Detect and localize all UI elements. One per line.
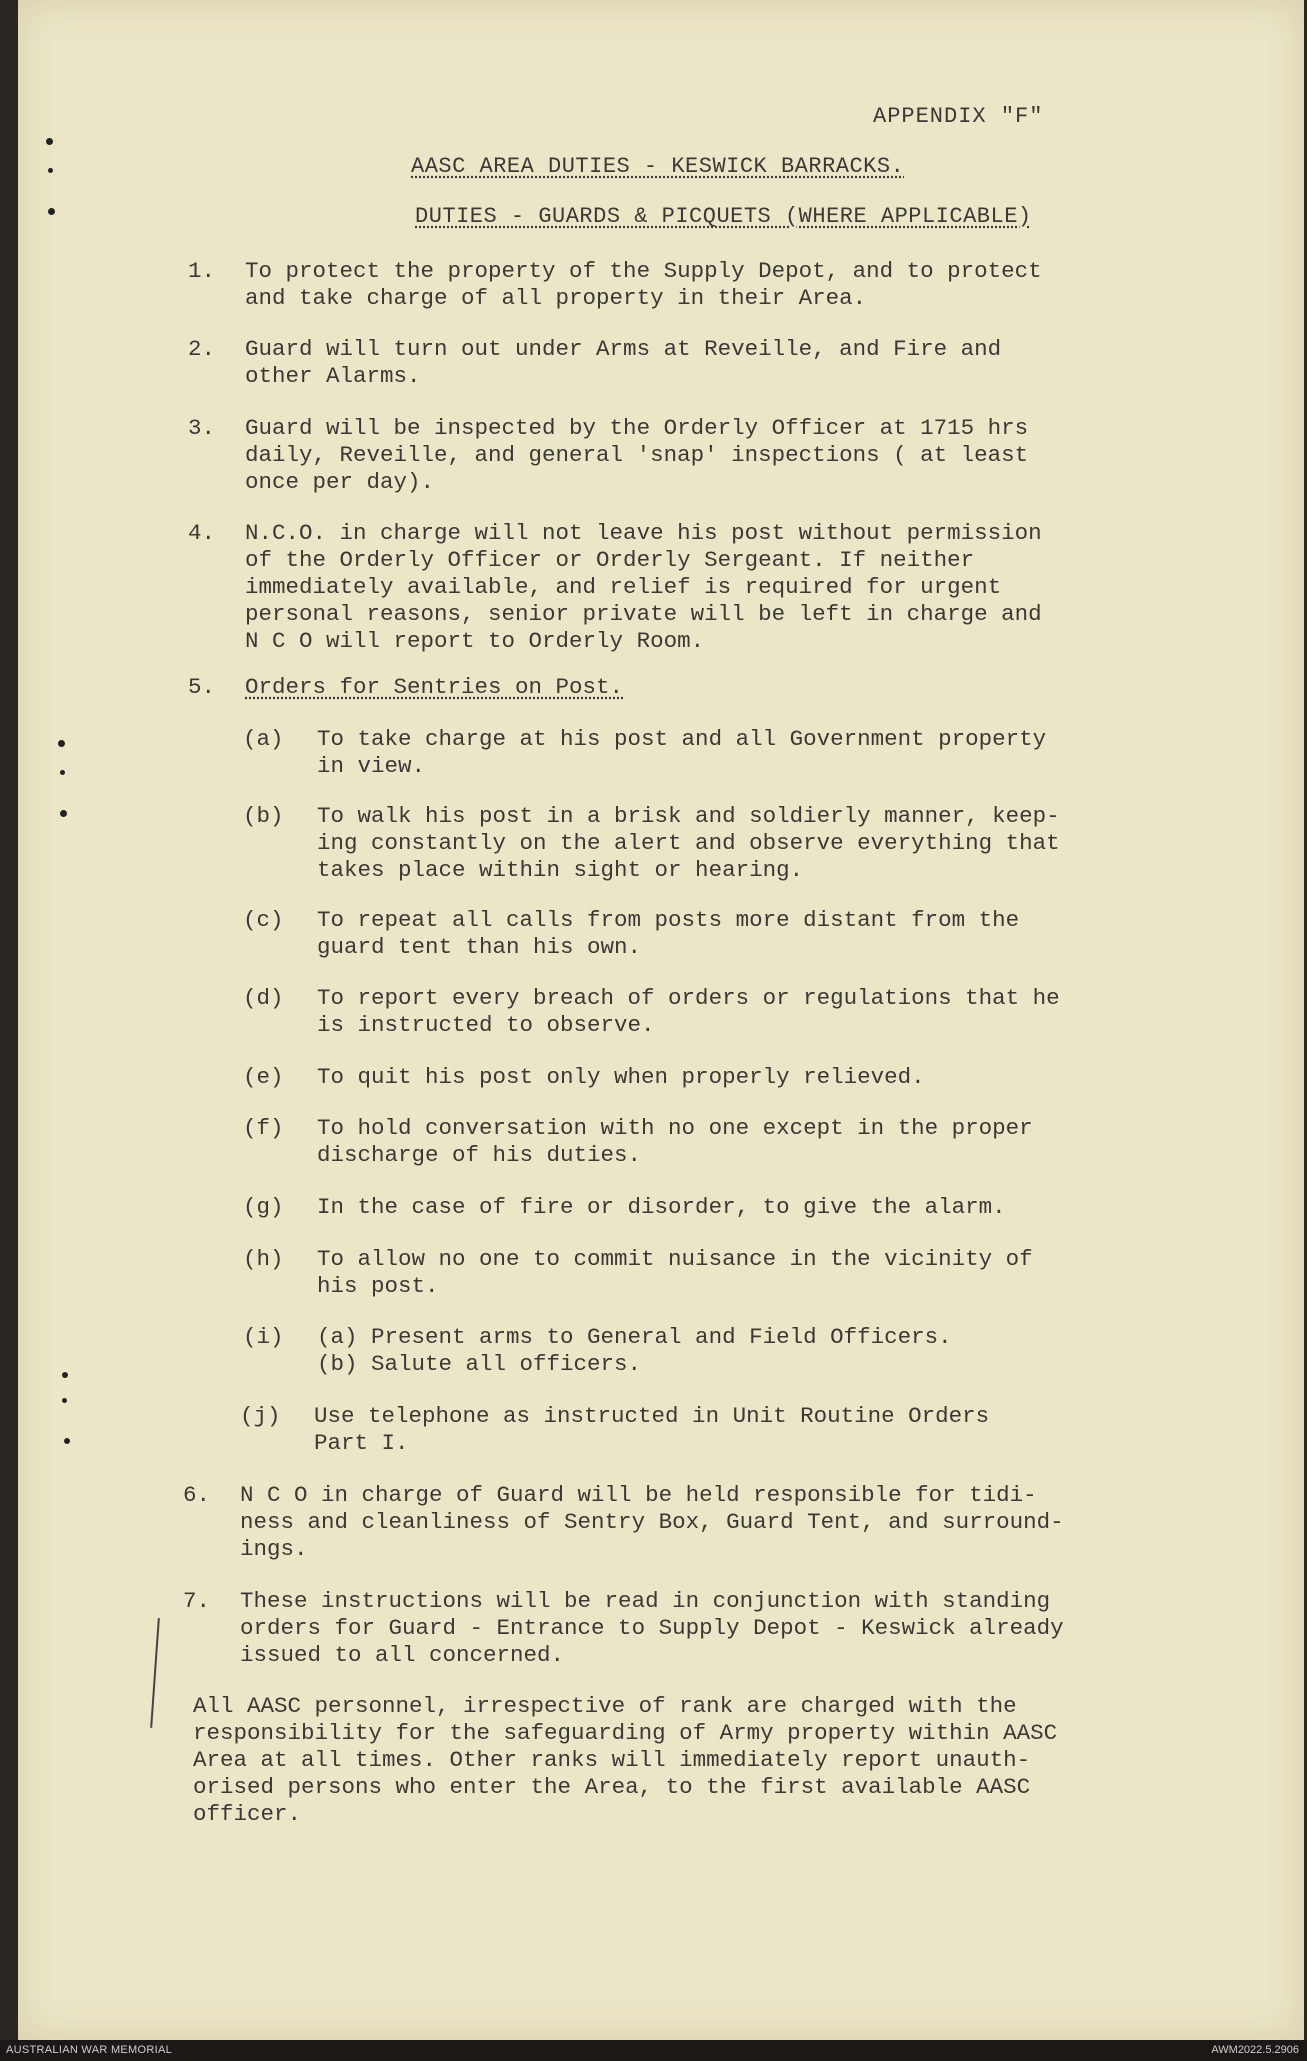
sentry-order-text: In the case of fire or disorder, to give the alarm.	[317, 1194, 1006, 1220]
footer-accession-number: AWM2022.5.2906	[1211, 2044, 1299, 2056]
sentry-order-text: To take charge at his post and all Government property in view.	[317, 726, 1047, 779]
sentry-order-text: To hold conversation with no one except in the proper discharge of his duties.	[317, 1115, 1033, 1168]
document-title: AASC AREA DUTIES - KESWICK BARRACKS.	[411, 154, 905, 179]
sentry-order-label: (i)	[243, 1324, 284, 1350]
paragraph-text: To protect the property of the Supply Depot, and to protect and take charge of all property in their Area.	[245, 258, 1042, 311]
sentry-order-label: (g)	[243, 1194, 284, 1220]
binding-hole-mark	[62, 1398, 67, 1403]
appendix-label: APPENDIX "F"	[873, 104, 1044, 129]
paragraph-text: N C O in charge of Guard will be held responsible for tidi- ness and cleanliness of Sentry Box, Guard Tent, and surround- ings.	[240, 1482, 1064, 1562]
binding-hole-mark	[48, 168, 53, 173]
document-subtitle: DUTIES - GUARDS & PICQUETS (WHERE APPLICABLE)	[415, 204, 1032, 229]
sentry-order-label: (f)	[243, 1115, 284, 1141]
paragraph-number: 6.	[183, 1482, 211, 1508]
paragraph-number: 7.	[183, 1588, 211, 1614]
binding-hole-mark	[60, 770, 65, 775]
sentry-order-label: (j)	[240, 1403, 281, 1429]
sentry-order-text: Use telephone as instructed in Unit Routine Orders Part I.	[314, 1403, 990, 1456]
margin-pencil-mark	[150, 1618, 160, 1728]
binding-hole-mark	[64, 1438, 70, 1444]
sentry-orders-heading: Orders for Sentries on Post.	[245, 674, 624, 700]
paragraph-text: N.C.O. in charge will not leave his post without permission of the Orderly Officer or Orderly Sergeant. If neither immediately available, and relief is required for urgent personal reasons, senior private will be left in charge and N C O will report to Orderly Room.	[245, 520, 1042, 654]
closing-note-text: All AASC personnel, irrespective of rank are charged with the responsibility for the safeguarding of Army property within AASC Area at all times. Other ranks will immediately report unauth- orised persons who enter the Area, to the first available AASC officer.	[193, 1693, 1058, 1827]
paragraph-number: 1.	[188, 258, 216, 284]
paragraph-text: These instructions will be read in conjunction with standing orders for Guard - Entrance to Supply Depot - Keswick already issued to all concerned.	[240, 1588, 1064, 1668]
sentry-order-text: To allow no one to commit nuisance in the vicinity of his post.	[317, 1246, 1033, 1299]
sentry-order-text: To repeat all calls from posts more distant from the guard tent than his own.	[317, 907, 1020, 960]
sentry-order-label: (e)	[243, 1064, 284, 1090]
sentry-order-label: (c)	[243, 907, 284, 933]
sentry-order-label: (b)	[243, 803, 284, 829]
paragraph-text: Guard will turn out under Arms at Reveille, and Fire and other Alarms.	[245, 336, 1002, 389]
binding-hole-mark	[58, 740, 65, 747]
archive-footer	[0, 2040, 1307, 2061]
binding-hole-mark	[60, 810, 67, 817]
paragraph-number: 4.	[188, 520, 216, 546]
sentry-order-text: To walk his post in a brisk and soldierly manner, keep- ing constantly on the alert and observe everything that takes place within sight or hearing.	[317, 803, 1060, 883]
binding-hole-mark	[62, 1372, 68, 1378]
sentry-order-text: To quit his post only when properly relieved.	[317, 1064, 925, 1090]
paragraph-number: 2.	[188, 336, 216, 362]
sentry-order-label: (d)	[243, 985, 284, 1011]
document-page	[18, 0, 1304, 2040]
sentry-order-label: (h)	[243, 1246, 284, 1272]
paragraph-text: Guard will be inspected by the Orderly Officer at 1715 hrs daily, Reveille, and general 'snap' inspections ( at least once per day).	[245, 415, 1029, 495]
sentry-order-text: To report every breach of orders or regulations that he is instructed to observe.	[317, 985, 1060, 1038]
sentry-order-label: (a)	[243, 726, 284, 752]
paragraph-number: 3.	[188, 415, 216, 441]
binding-hole-mark	[48, 208, 55, 215]
binding-hole-mark	[46, 138, 53, 145]
footer-institution: AUSTRALIAN WAR MEMORIAL	[6, 2044, 173, 2056]
paragraph-number: 5.	[188, 674, 216, 700]
sentry-order-text: (a) Present arms to General and Field Officers. (b) Salute all officers.	[317, 1324, 952, 1377]
